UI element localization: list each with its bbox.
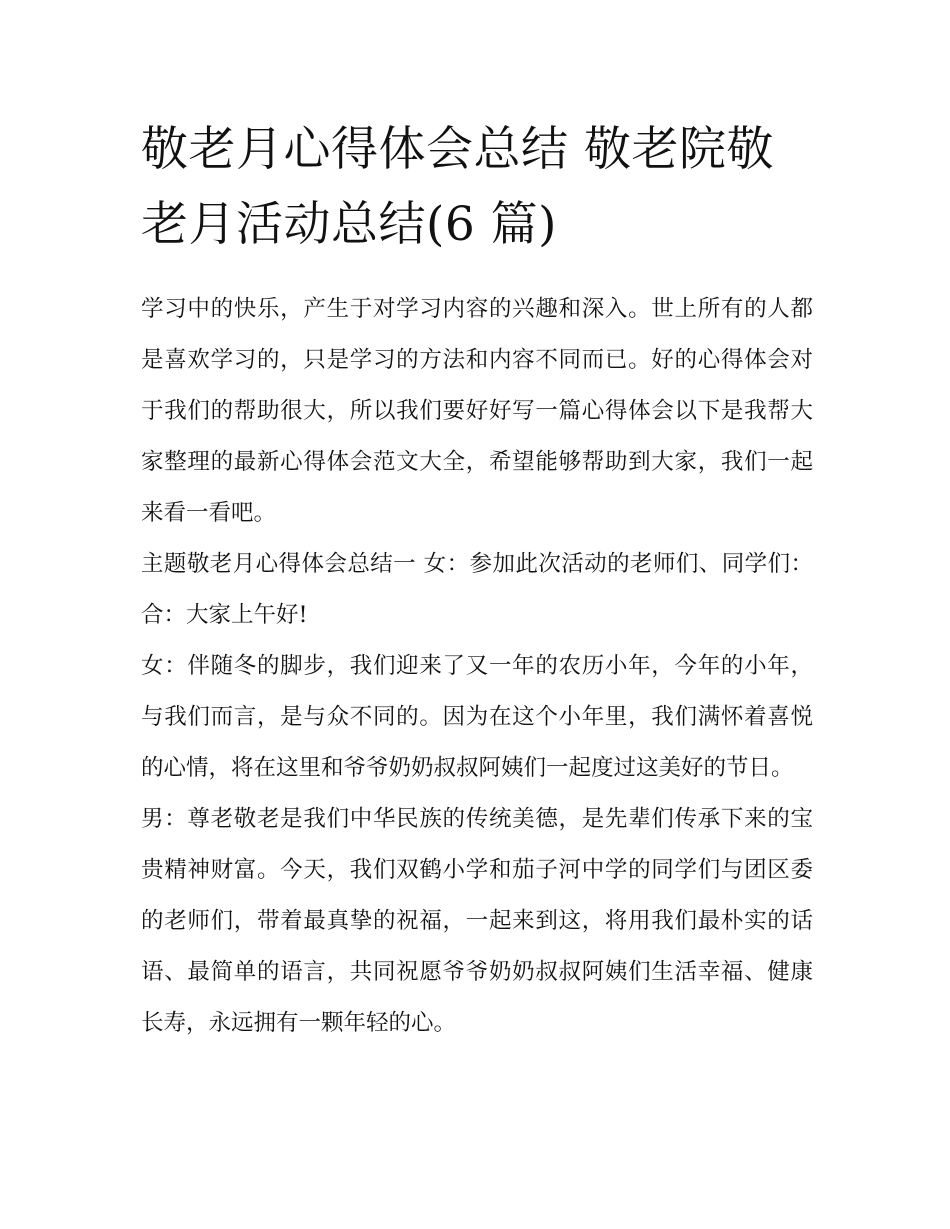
- male-host-paragraph: 男：尊老敬老是我们中华民族的传统美德，是先辈们传承下来的宝贵精神财富。今天，我们双鹤小学和茄子河中学的同学们与团区委的老师们，带着最真挚的祝福，一起来到这，将用我们最朴实的话语、最简单的语言，共同祝愿爷爷奶奶叔叔阿姨们生活幸福、健康长寿，永远拥有一颗年轻的心。: [141, 806, 813, 1036]
- section-heading-paragraph: 主题敬老月心得体会总结一 女：参加此次活动的老师们、同学们： 合：大家上午好!: [141, 551, 813, 628]
- document-title: 敬老月心得体会总结 敬老院敬老月活动总结(6 篇): [141, 122, 774, 252]
- intro-paragraph: 学习中的快乐，产生于对学习内容的兴趣和深入。世上所有的人都是喜欢学习的，只是学习的方法和内容不同而已。好的心得体会对于我们的帮助很大，所以我们要好好写一篇心得体会以下是我帮大家整理的最新心得体会范文大全，希望能够帮助到大家，我们一起来看一看吧。: [141, 296, 813, 526]
- female-host-paragraph: 女：伴随冬的脚步，我们迎来了又一年的农历小年，今年的小年，与我们而言，是与众不同的。因为在这个小年里，我们满怀着喜悦的心情，将在这里和爷爷奶奶叔叔阿姨们一起度过这美好的节日。: [141, 653, 813, 781]
- document-page: [141, 112, 813, 1049]
- document-body: [141, 284, 813, 1049]
